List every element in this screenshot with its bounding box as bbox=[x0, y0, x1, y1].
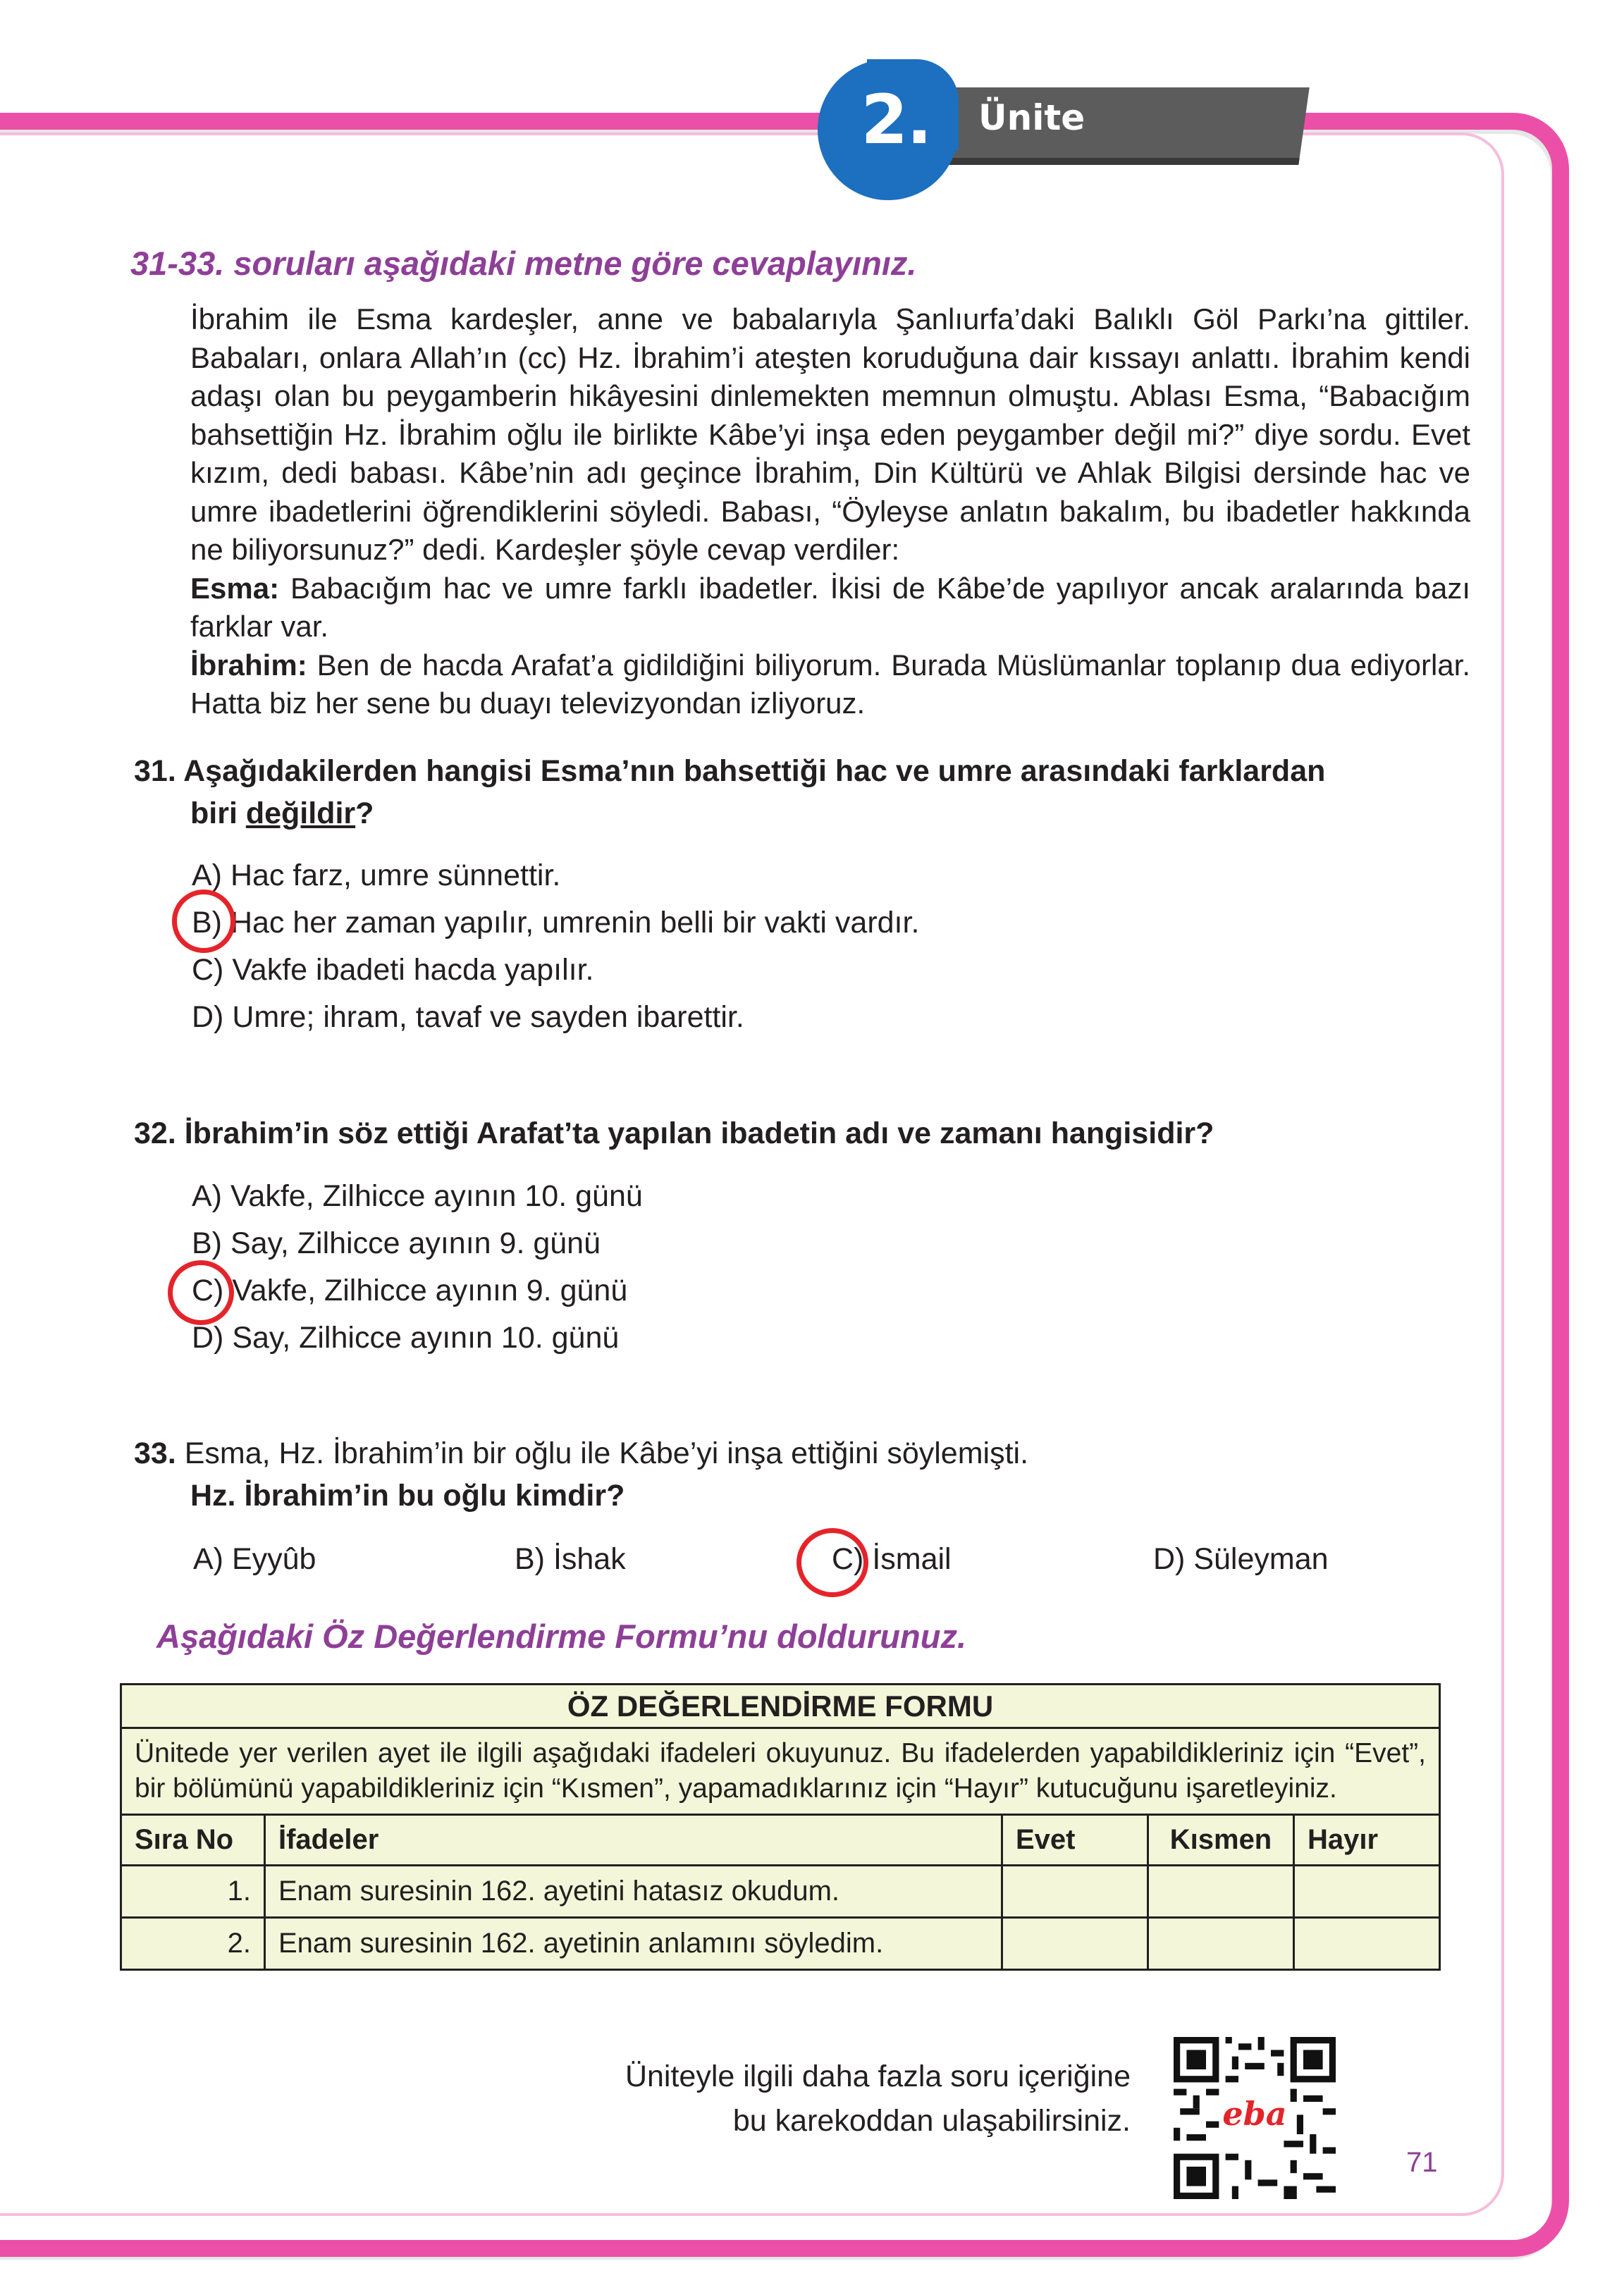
esma-text: Babacığım hac ve umre farklı ibadetler. İkisi de Kâbe’de yapılıyor ancak aralarında bazı farklar var. bbox=[190, 571, 1470, 643]
qr-code[interactable] bbox=[1174, 2037, 1336, 2199]
checkbox-evet[interactable] bbox=[1002, 1866, 1148, 1918]
q31-option-b[interactable]: B) Hac her zaman yapılır, umrenin belli bir vakti vardır. bbox=[192, 906, 920, 940]
checkbox-hayir[interactable] bbox=[1294, 1866, 1440, 1918]
q33-option-a[interactable]: A) Eyyûb bbox=[193, 1542, 316, 1576]
unit-tab bbox=[904, 87, 1309, 165]
q33-option-c[interactable]: C) İsmail bbox=[832, 1542, 952, 1576]
passage-esma bbox=[190, 570, 1470, 646]
checkbox-kismen[interactable] bbox=[1148, 1918, 1294, 1970]
form-instructions: Ünitede yer verilen ayet ile ilgili aşağıdaki ifadeleri okuyunuz. Bu ifadelerden yapabildikleriniz için “Evet”, bir bölümünü yapabildikleriniz için “Kısmen”, yapamadıklarınız için “Hayır” kutucuğunu işaretleyiniz. bbox=[121, 1728, 1440, 1815]
q33-option-d[interactable]: D) Süleyman bbox=[1153, 1542, 1329, 1576]
qr-caption-line2: bu karekoddan ulaşabilirsiniz. bbox=[732, 2104, 1131, 2138]
column-header: Evet bbox=[1002, 1815, 1148, 1866]
passage-body: İbrahim ile Esma kardeşler, anne ve babalarıyla Şanlıurfa’daki Balıklı Göl Parkı’na gittiler. Babaları, onlara Allah’ın (cc) Hz. İbrahim’i ateşten koruduğuna dair kıssayı anlattı. İbrahim kendi adaşı olan bu peygamberin hikâyesini dinlemekten memnun olmuştu. Ablası Esma, “Babacığım bahsettiğin Hz. İbrahim oğlu ile birlikte Kâbe’yi inşa eden peygamber değil mi?” diye sordu. Evet kızım, dedi babası. Kâbe’nin adı geçince İbrahim, Din Kültürü ve Ahlak Bilgisi dersinde hac ve umre ibadetlerini öğrendiklerini söyledi. Babası, “Öyleyse anlatın bakalım, bu ibadetler hakkında ne biliyorsunuz?” dedi. Kardeşler şöyle cevap verdiler: bbox=[190, 302, 1470, 566]
form-title: ÖZ DEĞERLENDİRME FORMU bbox=[121, 1685, 1440, 1728]
q31-option-c[interactable]: C) Vakfe ibadeti hacda yapılır. bbox=[192, 953, 594, 987]
row-statement: Enam suresinin 162. ayetini hatasız okudum. bbox=[265, 1866, 1002, 1918]
column-header: İfadeler bbox=[265, 1815, 1002, 1866]
question-33-number: 33. bbox=[134, 1436, 176, 1470]
q33-option-b[interactable]: B) İshak bbox=[515, 1542, 626, 1576]
q32-option-a[interactable]: A) Vakfe, Zilhicce ayının 10. günü bbox=[192, 1179, 643, 1213]
answer-mark-circle bbox=[796, 1528, 868, 1597]
answer-mark-circle bbox=[168, 1260, 234, 1325]
page-number: 71 bbox=[1406, 2147, 1438, 2178]
q32-option-b[interactable]: B) Say, Zilhicce ayının 9. günü bbox=[192, 1226, 601, 1260]
ibrahim-label: İbrahim: bbox=[190, 648, 307, 682]
row-number: 2. bbox=[121, 1918, 265, 1970]
column-header: Kısmen bbox=[1148, 1815, 1294, 1866]
question-31-underlined: değildir bbox=[245, 796, 356, 830]
question-31-text: Aşağıdakilerden hangisi Esma’nın bahsettiği hac ve umre arasındaki farklardan bbox=[176, 754, 1326, 788]
question-31-text-c: ? bbox=[355, 796, 374, 830]
column-header: Hayır bbox=[1294, 1815, 1440, 1866]
q32-option-c[interactable]: C) Vakfe, Zilhicce ayının 9. günü bbox=[192, 1274, 628, 1307]
table-row bbox=[121, 1866, 1440, 1918]
self-assessment-form bbox=[120, 1683, 1441, 1971]
section-heading: 31-33. soruları aşağıdaki metne göre cevaplayınız. bbox=[130, 245, 917, 282]
form-heading: Aşağıdaki Öz Değerlendirme Formu’nu doldurunuz. bbox=[156, 1618, 966, 1655]
reading-passage bbox=[190, 300, 1470, 723]
q31-option-d[interactable]: D) Umre; ihram, tavaf ve sayden ibarettir. bbox=[192, 1000, 744, 1034]
row-statement: Enam suresinin 162. ayetinin anlamını söyledim. bbox=[265, 1918, 1002, 1970]
checkbox-hayir[interactable] bbox=[1294, 1918, 1440, 1970]
question-32 bbox=[134, 1112, 1214, 1155]
row-number: 1. bbox=[121, 1866, 265, 1918]
q31-option-a[interactable]: A) Hac farz, umre sünnettir. bbox=[192, 858, 561, 892]
answer-mark-circle bbox=[172, 889, 235, 953]
qr-caption-line1: Üniteyle ilgili daha fazla soru içeriğine bbox=[625, 2060, 1131, 2093]
question-31 bbox=[134, 750, 1473, 835]
question-31-number: 31. bbox=[134, 754, 176, 788]
table-row bbox=[121, 1918, 1440, 1970]
eba-logo: eba bbox=[1222, 2095, 1287, 2134]
checkbox-evet[interactable] bbox=[1002, 1918, 1148, 1970]
question-32-number: 32. bbox=[134, 1116, 176, 1150]
column-header: Sıra No bbox=[121, 1815, 265, 1866]
ibrahim-text: Ben de hacda Arafat’a gidildiğini biliyorum. Burada Müslümanlar toplanıp dua ediyorlar. Hatta biz her sene bu duayı televizyondan izliyoruz. bbox=[190, 648, 1470, 720]
esma-label: Esma: bbox=[190, 571, 280, 605]
question-32-text: İbrahim’in söz ettiği Arafat’ta yapılan ibadetin adı ve zamanı hangisidir? bbox=[176, 1116, 1214, 1150]
q32-option-d[interactable]: D) Say, Zilhicce ayının 10. günü bbox=[192, 1321, 620, 1355]
question-31-text-b: biri bbox=[190, 796, 246, 830]
question-33-text: Esma, Hz. İbrahim’in bir oğlu ile Kâbe’yi inşa ettiğini söylemişti. bbox=[176, 1436, 1029, 1470]
question-33-question: Hz. İbrahim’in bu oğlu kimdir? bbox=[190, 1479, 625, 1513]
passage-ibrahim bbox=[190, 646, 1470, 723]
unit-label: Ünite bbox=[978, 97, 1085, 138]
checkbox-kismen[interactable] bbox=[1148, 1866, 1294, 1918]
question-33 bbox=[134, 1432, 1028, 1517]
unit-number: 2. bbox=[861, 80, 931, 159]
